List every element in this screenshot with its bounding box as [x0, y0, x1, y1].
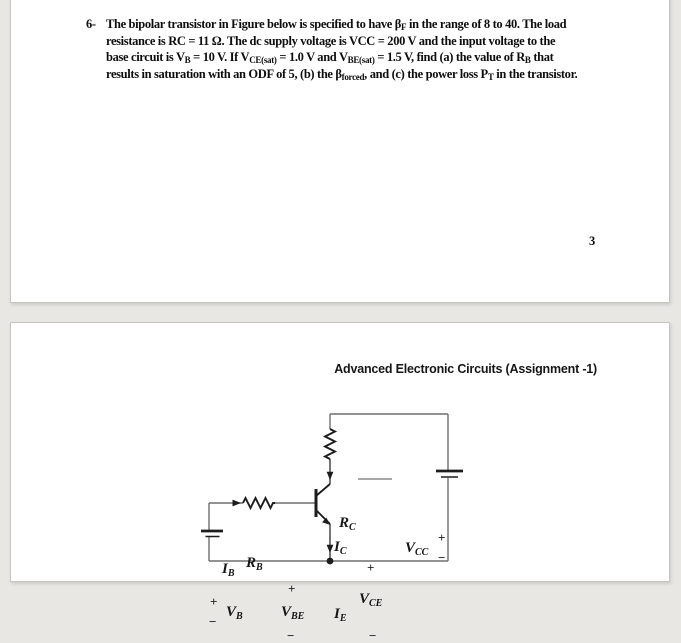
label-vbe: VBE: [281, 604, 305, 622]
label-ic: IC: [334, 539, 347, 557]
vce-minus-sign: −: [369, 628, 377, 643]
circuit-diagram: [196, 406, 471, 583]
label-rb: RB: [246, 555, 263, 573]
problem-line-1: The bipolar transistor in Figure below is specified to have βF in the range of 8 to 40. The load: [106, 17, 567, 33]
assignment-title: Advanced Electronic Circuits (Assignment -1): [334, 362, 597, 376]
vcc-minus-sign: −: [438, 550, 446, 565]
problem-statement: [86, 16, 577, 83]
vb-plus-sign: +: [210, 594, 218, 609]
battery-vcc: [436, 471, 463, 477]
vce-plus-sign: +: [367, 560, 375, 575]
label-vb: VB: [226, 604, 243, 622]
resistor-rc: [325, 429, 335, 459]
problem-line-2: resistance is RC = 11 Ω. The dc supply voltage is VCC = 200 V and the input voltage to the: [106, 34, 556, 48]
battery-vb: [201, 531, 223, 537]
vcc-plus-sign: +: [438, 530, 446, 545]
transistor-npn: [316, 484, 331, 525]
label-vcc: VCC: [405, 540, 429, 558]
problem-line-4: results in saturation with an ODF of 5, (b) the βforced, and (c) the power loss PT in the transistor.: [106, 67, 578, 83]
vbe-minus-sign: −: [287, 628, 295, 643]
label-vce: VCE: [359, 591, 383, 609]
problem-number: 6-: [86, 17, 96, 31]
vb-minus-sign: −: [209, 614, 217, 629]
resistor-rb: [243, 498, 275, 508]
label-ib: IB: [222, 561, 235, 579]
label-rc: RC: [339, 515, 356, 533]
problem-line-3: base circuit is VB = 10 V. If VCE(sat) = 1.0 V and VBE(sat) = 1.5 V, find (a) the value of RB that: [106, 50, 554, 66]
label-ie: IE: [334, 606, 347, 624]
document-page-1: [10, 0, 670, 303]
circuit-wires: [209, 414, 448, 561]
junction-node: [327, 558, 334, 565]
page-number: 3: [589, 234, 596, 248]
transistor-circuit-figure: [196, 406, 471, 643]
vbe-plus-sign: +: [288, 581, 296, 596]
document-page-2: [10, 322, 670, 643]
